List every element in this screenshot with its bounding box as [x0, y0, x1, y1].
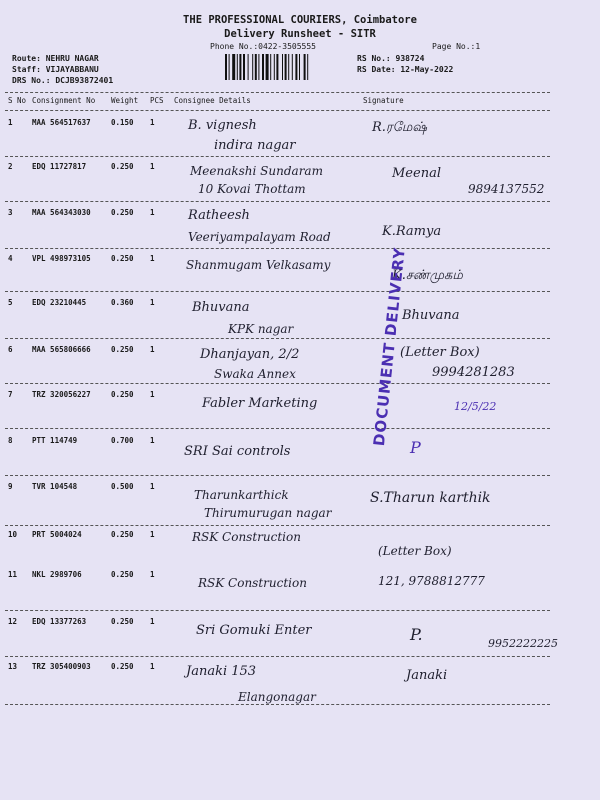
divider-line	[5, 92, 550, 93]
pcs: 1	[150, 617, 155, 626]
consignee-address: 10 Kovai Thottam	[198, 182, 306, 196]
consignment-no: TVR 104548	[32, 482, 78, 491]
divider-line	[5, 248, 550, 249]
pcs: 1	[150, 482, 155, 491]
col-consignee: Consignee Details	[174, 96, 251, 105]
row-sno: 2	[8, 162, 13, 171]
signature: Janaki	[406, 668, 448, 683]
weight: 0.250	[111, 162, 134, 171]
row-sno: 12	[8, 617, 18, 626]
weight: 0.250	[111, 617, 134, 626]
divider-line	[5, 201, 550, 202]
divider-line	[5, 383, 550, 384]
consignment-no: NKL 2989706	[32, 570, 82, 579]
consignee-name: Dhanjayan, 2/2	[200, 347, 300, 362]
col-signature: Signature	[363, 96, 404, 105]
pcs: 1	[150, 662, 155, 671]
signature: K.Ramya	[382, 224, 442, 239]
weight: 0.360	[111, 298, 134, 307]
divider-line	[5, 475, 550, 476]
phone-number: Phone No.:0422-3505555	[210, 42, 316, 51]
document-title: Delivery Runsheet - SITR	[224, 28, 376, 40]
divider-line	[5, 291, 550, 292]
consignment-no: VPL 498973105	[32, 254, 91, 263]
weight: 0.250	[111, 254, 134, 263]
pcs: 1	[150, 254, 155, 263]
divider-line	[5, 704, 550, 705]
consignment-no: MAA 564343030	[32, 208, 91, 217]
consignee-name: Fabler Marketing	[202, 396, 318, 411]
divider-line	[5, 110, 550, 111]
phone-note: 9994281283	[432, 365, 515, 380]
row-sno: 4	[8, 254, 13, 263]
signature: P	[410, 438, 421, 457]
consignee-address: indira nagar	[214, 138, 296, 153]
consignment-no: EDQ 11727817	[32, 162, 87, 171]
signature: P.	[410, 625, 423, 644]
column-header	[8, 96, 568, 108]
consignee-address: Thirumurugan nagar	[204, 506, 332, 520]
divider-line	[5, 428, 550, 429]
document-delivery-stamp: DOCUMENT DELIVERY	[370, 246, 409, 447]
weight: 0.250	[111, 662, 134, 671]
pcs: 1	[150, 208, 155, 217]
col-pcs: PCS	[150, 96, 164, 105]
row-sno: 11	[8, 570, 18, 579]
phone-note: 9894137552	[468, 182, 545, 196]
weight: 0.150	[111, 118, 134, 127]
signature: Meenal	[392, 166, 441, 181]
pcs: 1	[150, 436, 155, 445]
consignee-address: Elangonagar	[238, 690, 316, 704]
pcs: 1	[150, 345, 155, 354]
consignment-no: TRZ 305400903	[32, 662, 91, 671]
weight: 0.250	[111, 570, 134, 579]
route-label: Route: NEHRU NAGAR	[12, 54, 99, 63]
consignment-no: PTT 114749	[32, 436, 78, 445]
weight: 0.250	[111, 530, 134, 539]
signature: 121, 9788812777	[378, 574, 485, 588]
row-sno: 3	[8, 208, 13, 217]
consignee-name: Bhuvana	[192, 300, 250, 315]
consignment-no: EDQ 23210445	[32, 298, 87, 307]
signature: R.ரமேஷ்	[372, 120, 427, 135]
row-sno: 6	[8, 345, 13, 354]
rs-number: RS No.: 938724	[357, 54, 425, 63]
signature: 12/5/22	[454, 400, 497, 413]
signature: Bhuvana	[402, 308, 460, 323]
pcs: 1	[150, 530, 155, 539]
row-sno: 7	[8, 390, 13, 399]
signature: (Letter Box)	[378, 544, 452, 558]
consignment-no: EDQ 13377263	[32, 617, 87, 626]
consignee-name: Shanmugam Velkasamy	[186, 258, 331, 272]
company-name: THE PROFESSIONAL COURIERS, Coimbatore	[183, 14, 417, 26]
row-sno: 5	[8, 298, 13, 307]
drs-number: DRS No.: DCJB93872401	[12, 76, 114, 85]
weight: 0.250	[111, 208, 134, 217]
consignee-address: KPK nagar	[228, 322, 294, 336]
signature: (Letter Box)	[400, 345, 480, 360]
row-sno: 10	[8, 530, 18, 539]
consignee-name: RSK Construction	[198, 576, 307, 590]
consignee-name: Meenakshi Sundaram	[190, 164, 323, 178]
pcs: 1	[150, 118, 155, 127]
col-sno: S No	[8, 96, 27, 105]
divider-line	[5, 610, 550, 611]
rs-date: RS Date: 12-May-2022	[357, 65, 454, 74]
consignee-name: RSK Construction	[192, 530, 301, 544]
consignee-name: SRI Sai controls	[184, 444, 291, 459]
row-sno: 1	[8, 118, 13, 127]
divider-line	[5, 525, 550, 526]
row-sno: 13	[8, 662, 18, 671]
page-number: Page No.:1	[432, 42, 481, 51]
pcs: 1	[150, 162, 155, 171]
row-sno: 8	[8, 436, 13, 445]
weight: 0.250	[111, 390, 134, 399]
consignee-name: Sri Gomuki Enter	[196, 623, 312, 638]
consignee-address: Swaka Annex	[214, 367, 296, 381]
consignment-no: MAA 565806666	[32, 345, 91, 354]
barcode	[225, 54, 347, 80]
divider-line	[5, 656, 550, 657]
consignment-no: MAA 564517637	[32, 118, 91, 127]
signature: S.Tharun karthik	[370, 490, 491, 506]
consignee-name: Tharunkarthick	[194, 488, 289, 502]
weight: 0.250	[111, 345, 134, 354]
signature: K.சண்முகம்	[392, 268, 463, 283]
col-weight: Weight	[111, 96, 139, 105]
row-sno: 9	[8, 482, 13, 491]
consignment-no: TRZ 320056227	[32, 390, 91, 399]
divider-line	[5, 338, 550, 339]
staff-label: Staff: VIJAYABBANU	[12, 65, 99, 74]
weight: 0.700	[111, 436, 134, 445]
weight: 0.500	[111, 482, 134, 491]
consignment-no: PRT 5004024	[32, 530, 82, 539]
consignee-name: Ratheesh	[188, 208, 250, 223]
consignee-name: Janaki 153	[186, 664, 257, 679]
consignee-address: Veeriyampalayam Road	[188, 230, 331, 244]
pcs: 1	[150, 390, 155, 399]
consignee-name: B. vignesh	[188, 118, 257, 133]
col-consignment: Consignment No	[32, 96, 96, 105]
pcs: 1	[150, 570, 155, 579]
phone-note: 9952222225	[488, 637, 558, 650]
divider-line	[5, 156, 550, 157]
pcs: 1	[150, 298, 155, 307]
